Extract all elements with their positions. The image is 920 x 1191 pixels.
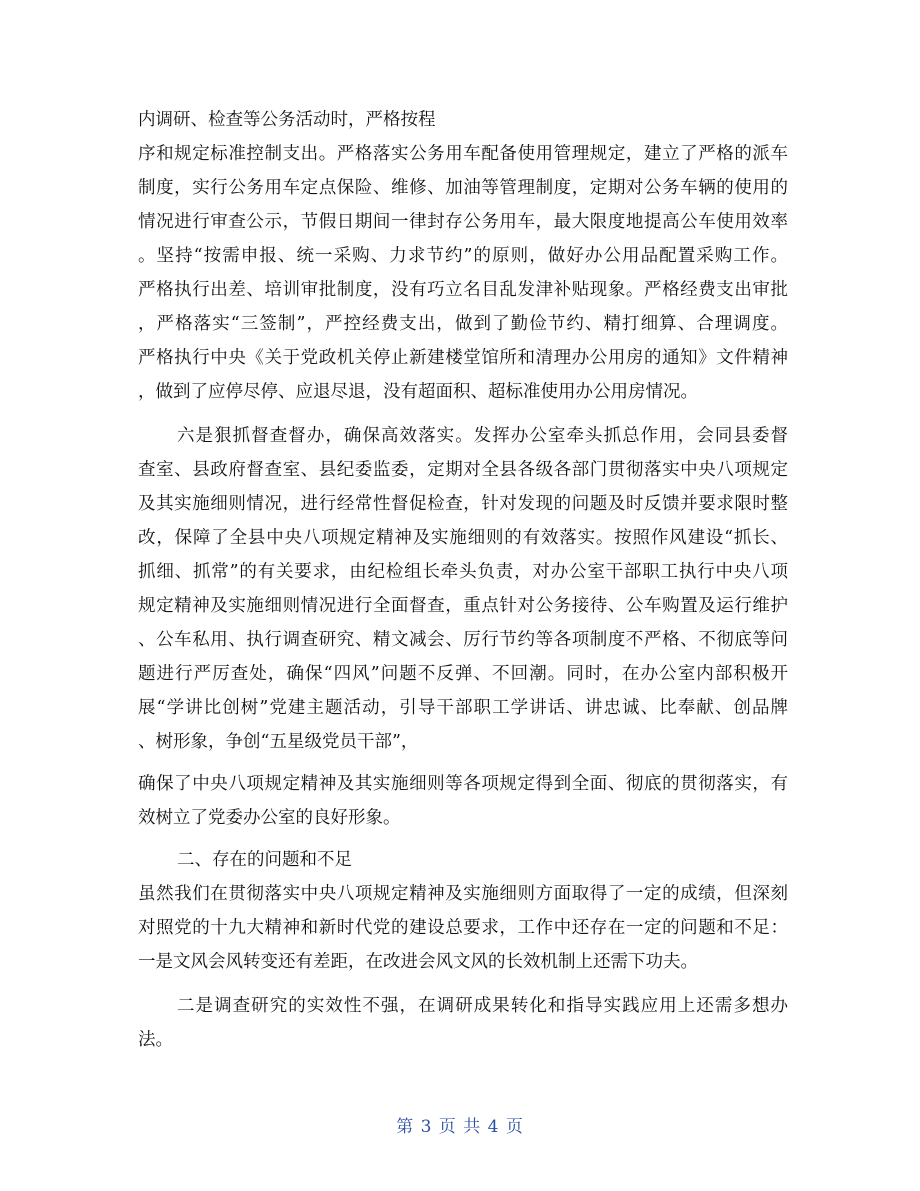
body-text-line: 查室、县政府督查室、县纪委监委，定期对全县各级各部门贯彻落实中央八项规定 (138, 460, 788, 480)
body-text-line: 情况进行审查公示，节假日期间一律封存公务用车，最大限度地提高公车使用效率 (138, 212, 788, 232)
body-text-line: 及其实施细则情况，进行经常性督促检查，针对发现的问题及时反馈并要求限时整 (138, 494, 788, 514)
body-text-line: 序和规定标准控制支出。严格落实公务用车配备使用管理规定，建立了严格的派车 (138, 144, 788, 164)
body-text-line: 效树立了党委办公室的良好形象。 (138, 808, 401, 828)
body-text-line: 虽然我们在贯彻落实中央八项规定精神及实施细则方面取得了一定的成绩，但深刻 (138, 884, 788, 904)
body-text-line: 一是文风会风转变还有差距，在改进会风文风的长效机制上还需下功夫。 (138, 952, 698, 972)
body-text-line: 制度，实行公务用车定点保险、维修、加油等管理制度，定期对公务车辆的使用的 (138, 178, 788, 198)
body-text-line: 、公车私用、执行调查研究、精文减会、厉行节约等各项制度不严格、不彻底等问 (138, 630, 788, 650)
body-text-line: ，严格落实“三签制”，严控经费支出，做到了勤俭节约、精打细算、合理调度。 (138, 314, 788, 334)
body-text-line: 规定精神及实施细则情况进行全面督查，重点针对公务接待、公车购置及运行维护 (138, 596, 788, 616)
body-text-line: 题进行严厉查处，确保“四风”问题不反弹、不回潮。同时，在办公室内部积极开 (138, 664, 788, 684)
body-text-line: 确保了中央八项规定精神及其实施细则等各项规定得到全面、彻底的贯彻落实，有 (138, 774, 788, 794)
body-text-line: 对照党的十九大精神和新时代党的建设总要求，工作中还存在一定的问题和不足： (138, 918, 788, 938)
section-heading: 二、存在的问题和不足 (177, 850, 352, 870)
body-text-line: 内调研、检查等公务活动时，严格按程 (138, 110, 436, 130)
body-text-line: 严格执行出差、培训审批制度，没有巧立名目乱发津补贴现象。严格经费支出审批 (138, 280, 788, 300)
body-text-line: ，做到了应停尽停、应退尽退，没有超面积、超标准使用办公用房情况。 (138, 382, 698, 402)
body-text-line: 改，保障了全县中央八项规定精神及实施细则的有效落实。按照作风建设“抓长、 (138, 528, 788, 548)
body-text-line: 法。 (138, 1030, 173, 1050)
paragraph-first-line: 六是狠抓督查督办，确保高效落实。发挥办公室牵头抓总作用，会同县委督 (177, 426, 788, 446)
body-text-line: 、树形象，争创“五星级党员干部”， (138, 732, 419, 752)
body-text-line: 严格执行中央《关于党政机关停止新建楼堂馆所和清理办公用房的通知》文件精神 (138, 348, 788, 368)
page-number-footer: 第 3 页 共 4 页 (396, 1117, 524, 1137)
body-text-line: 展“学讲比创树”党建主题活动，引导干部职工学讲话、讲忠诚、比奉献、创品牌 (138, 698, 788, 718)
paragraph-first-line: 二是调查研究的实效性不强，在调研成果转化和指导实践应用上还需多想办 (177, 996, 788, 1016)
body-text-line: 抓细、抓常”的有关要求，由纪检组长牵头负责，对办公室干部职工执行中央八项 (138, 562, 788, 582)
body-text-line: 。坚持“按需申报、统一采购、力求节约”的原则，做好办公用品配置采购工作。 (138, 246, 788, 266)
